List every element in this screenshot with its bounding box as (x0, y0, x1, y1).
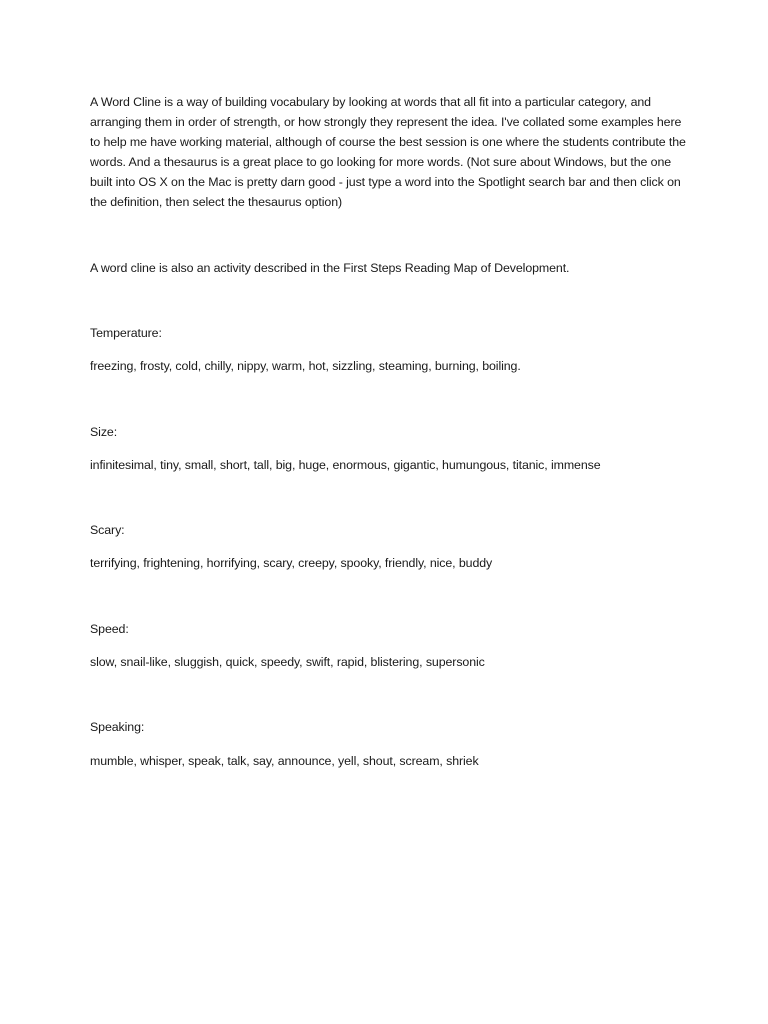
word-list-speed: slow, snail-like, sluggish, quick, speedy, swift, rapid, blistering, supersonic (90, 655, 485, 669)
section-heading-speaking: Speaking: (90, 720, 145, 734)
section-heading-speed: Speed: (90, 622, 129, 636)
word-list-speaking: mumble, whisper, speak, talk, say, announce, yell, shout, scream, shriek (90, 754, 479, 768)
section-heading-scary: Scary: (90, 523, 125, 537)
word-list-temperature: freezing, frosty, cold, chilly, nippy, warm, hot, sizzling, steaming, burning, boiling. (90, 359, 521, 373)
intro-paragraph: A Word Cline is a way of building vocabulary by looking at words that all fit into a particular category, and arranging them in order of strength, or how strongly they represent the idea. I've collated some examples here to help me have working material, although of course the best session is one where the students contribute the words. And a thesaurus is a great place to go looking for more words. (Not sure about Windows, but the one built into OS X on the Mac is pretty darn good - just type a word into the Spotlight search bar and then click on the definition, then select the thesaurus option) (90, 95, 686, 209)
word-list-scary: terrifying, frightening, horrifying, scary, creepy, spooky, friendly, nice, buddy (90, 556, 493, 570)
note-paragraph: A word cline is also an activity described in the First Steps Reading Map of Development. (90, 261, 570, 275)
word-list-size: infinitesimal, tiny, small, short, tall, big, huge, enormous, gigantic, humungous, titanic, immense (90, 458, 601, 472)
section-heading-size: Size: (90, 425, 118, 439)
section-heading-temperature: Temperature: (90, 326, 162, 340)
